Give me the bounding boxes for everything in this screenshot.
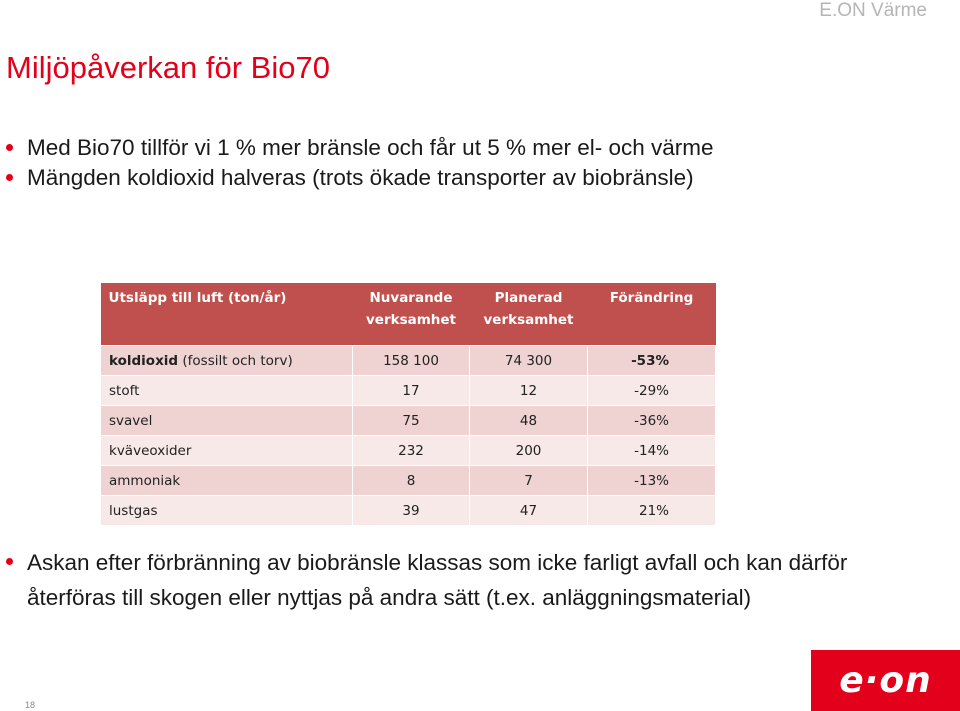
cell-change: -53% [588, 346, 716, 376]
bullet-item [6, 133, 906, 163]
slide-title: Miljöpåverkan för Bio70 [6, 50, 330, 85]
emissions-table [100, 283, 715, 526]
bullet-text: Askan efter förbränning av biobränsle klassas som icke farligt avfall och kan därför återföras till skogen eller nyttjas på andra sätt (t.ex. anläggningsmaterial) [27, 550, 848, 610]
bullet-dot-icon [6, 144, 13, 151]
row-label: svavel [101, 406, 353, 436]
table-row [101, 376, 716, 406]
cell-planned: 200 [470, 436, 588, 466]
bullet-text: Mängden koldioxid halveras (trots ökade transporter av biobränsle) [27, 165, 694, 190]
row-label: lustgas [101, 496, 353, 526]
cell-planned: 74 300 [470, 346, 588, 376]
cell-planned: 12 [470, 376, 588, 406]
bullet-item [6, 545, 926, 615]
bullet-dot-icon [6, 174, 13, 181]
eon-logo [811, 650, 960, 711]
table-row [101, 496, 716, 526]
cell-current: 75 [353, 406, 470, 436]
cell-change: -29% [588, 376, 716, 406]
cell-change: 21% [588, 496, 716, 526]
cell-change: -36% [588, 406, 716, 436]
cell-current: 17 [353, 376, 470, 406]
header-planned: Planerad verksamhet [470, 283, 588, 346]
row-label-bold: koldioxid [109, 352, 179, 369]
header-emissions: Utsläpp till luft (ton/år) [101, 283, 353, 346]
eon-logo-text: e·on [839, 660, 932, 701]
cell-change: -13% [588, 466, 716, 496]
cell-current: 8 [353, 466, 470, 496]
row-label: kväveoxider [101, 436, 353, 466]
cell-planned: 48 [470, 406, 588, 436]
bullet-dot-icon [6, 558, 13, 565]
row-label-rest: (fossilt och torv) [178, 352, 293, 369]
row-label: stoft [101, 376, 353, 406]
table-header-row [101, 283, 716, 346]
bottom-bullet-list [6, 545, 926, 615]
header-current: Nuvarande verksamhet [353, 283, 470, 346]
top-bullet-list [6, 133, 906, 193]
bullet-text: Med Bio70 tillför vi 1 % mer bränsle och får ut 5 % mer el- och värme [27, 135, 714, 160]
bullet-item [6, 163, 906, 193]
cell-current: 232 [353, 436, 470, 466]
table-row [101, 436, 716, 466]
cell-planned: 7 [470, 466, 588, 496]
table-row [101, 346, 716, 376]
header-change: Förändring [588, 283, 716, 346]
row-label [101, 346, 353, 376]
row-label: ammoniak [101, 466, 353, 496]
table-row [101, 406, 716, 436]
table-row [101, 466, 716, 496]
brand-label: E.ON Värme [819, 0, 927, 21]
cell-current: 39 [353, 496, 470, 526]
cell-planned: 47 [470, 496, 588, 526]
cell-current: 158 100 [353, 346, 470, 376]
page-number: 18 [25, 700, 36, 710]
cell-change: -14% [588, 436, 716, 466]
